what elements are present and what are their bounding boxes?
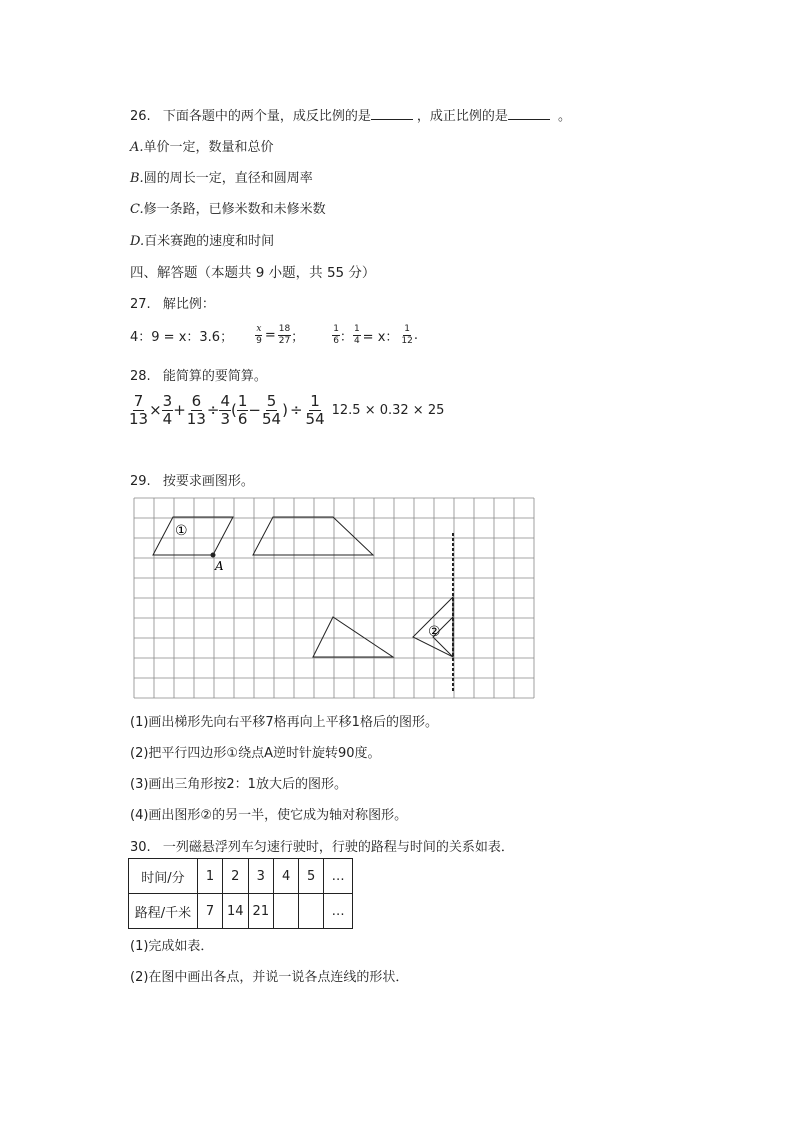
q27-eq3: $\frac{1}{6}$ ： $\frac{1}{4}$ = x： $\frac{1}{12}$ . (333, 323, 418, 346)
q30-number: 30. (130, 840, 151, 855)
q28-title: 能简算的要简算。 (162, 369, 267, 384)
grid-lines (134, 498, 534, 698)
figure-2-label: ② (428, 624, 441, 640)
point-a (211, 553, 216, 558)
q30-item-2: (2)在图中画出各点，并说一说各点连线的形状． (130, 970, 409, 985)
table-header-distance: 路程/千米 (129, 894, 198, 929)
q29-stem (130, 470, 254, 489)
table-header-time: 时间/分 (129, 859, 198, 894)
q27-number: 27. (130, 297, 151, 312)
q27-eq1: 4：9 = x：3.6； (130, 329, 234, 345)
q26-text-a: 下面各题中的两个量，成反比例的是 (162, 109, 371, 124)
q26-stem (130, 105, 571, 124)
triangle (313, 617, 393, 657)
trapezoid (253, 517, 373, 555)
q26-blank-direct[interactable] (508, 107, 550, 120)
q26-blank-inverse[interactable] (371, 107, 413, 120)
table-blank-cell[interactable] (299, 894, 324, 929)
q29-number: 29. (130, 474, 151, 489)
parallelogram-label: ① (175, 523, 188, 539)
q29-item-1: (1)画出梯形先向右平移7格再向上平移1格后的图形。 (130, 715, 438, 730)
q29-item-3: (3)画出三角形按2：1放大后的图形。 (130, 777, 347, 792)
q26-text-b: ，成正比例的是 (416, 109, 508, 124)
q30-title: 一列磁悬浮列车匀速行驶时，行驶的路程与时间的关系如表． (162, 840, 514, 855)
q30-stem (130, 836, 514, 855)
table-row: 路程/千米 7 14 21 … (129, 894, 353, 929)
q28-expressions: $\frac{7}{13}$ × $\frac{3}{4}$ + $\frac{6}{13}$ ÷ $\frac{4}{3}$ ( $\frac{1}{6}$ − $\frac{5}{54}$ ) ÷ $\frac{1}{54}$ 12.5 × 0.32 × 25 (129, 391, 445, 428)
q29-grid-figure (133, 497, 535, 699)
q29-title: 按要求画图形。 (162, 474, 254, 489)
q27-title: 解比例： (162, 297, 215, 312)
q26-text-c: 。 (558, 109, 572, 124)
q27-equations (130, 320, 418, 350)
q26-option-a: A.单价一定，数量和总价 (130, 140, 274, 155)
q29-item-2: (2)把平行四边形①绕点A逆时针旋转90度。 (130, 746, 381, 761)
q28-stem (130, 365, 267, 384)
parallelogram-1 (153, 517, 233, 555)
q26-number: 26. (130, 109, 151, 124)
table-blank-cell[interactable] (274, 894, 299, 929)
q27-eq2: $\frac{x}{9}$ = $\frac{18}{27}$ ； (256, 323, 305, 346)
q27-stem (130, 293, 215, 312)
q30-table (128, 858, 353, 929)
q26-option-d: D.百米赛跑的速度和时间 (130, 234, 275, 249)
section-title: 四、解答题（本题共 9 小题，共 55 分） (130, 265, 376, 281)
q26-option-c: C.修一条路，已修米数和未修米数 (130, 202, 326, 217)
point-a-label: A (215, 559, 224, 573)
q26-option-b: B.圆的周长一定，直径和圆周率 (130, 171, 313, 186)
q29-item-4: (4)画出图形②的另一半，使它成为轴对称图形。 (130, 808, 408, 823)
table-row: 时间/分 1 2 3 4 5 … (129, 859, 353, 894)
q28-number: 28. (130, 369, 151, 384)
q30-item-1: (1)完成如表． (130, 939, 214, 954)
